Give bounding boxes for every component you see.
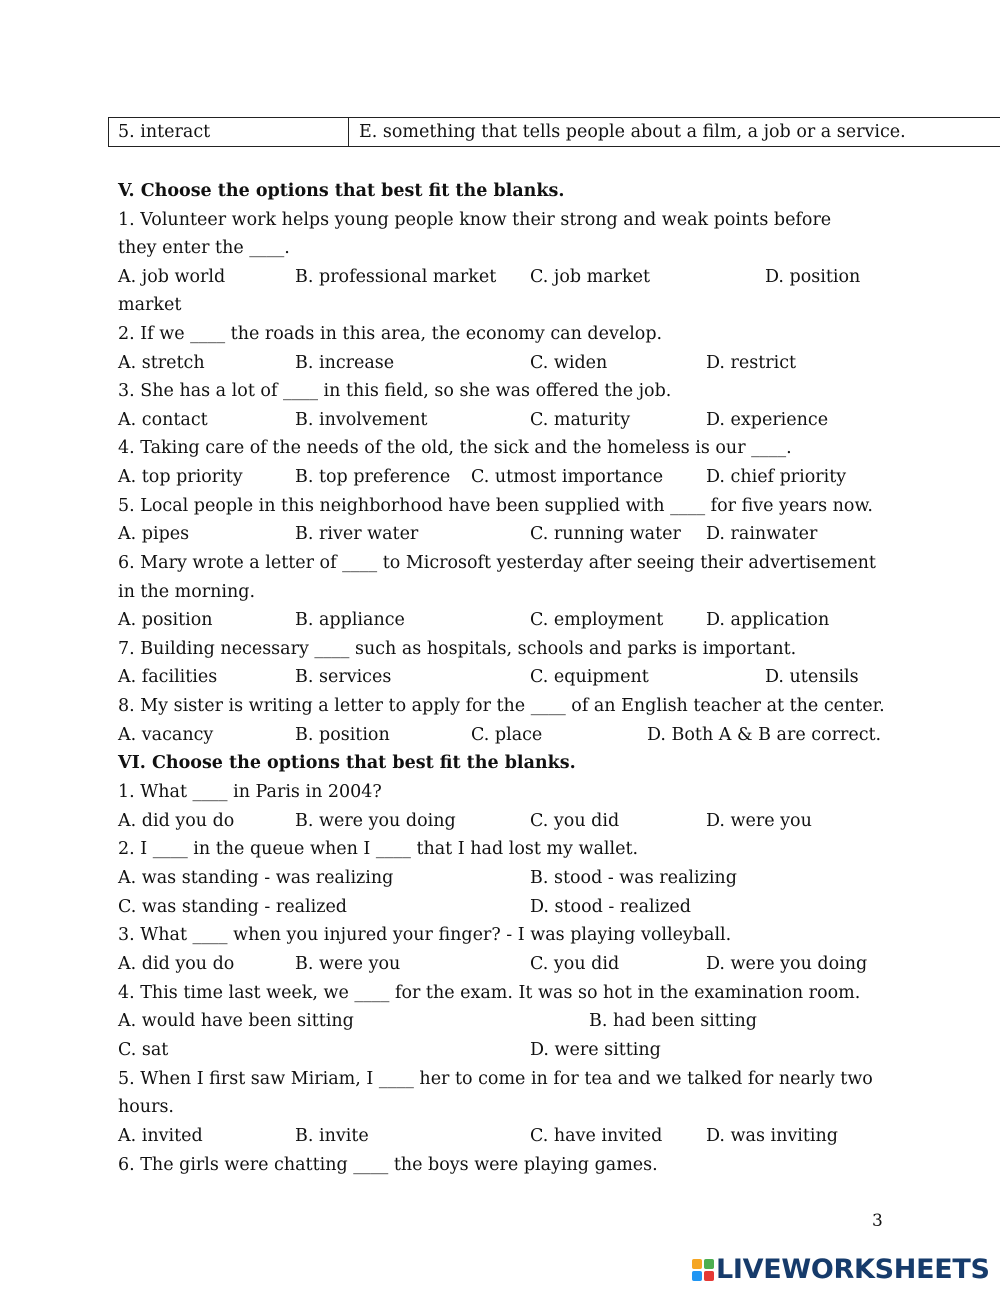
option-a[interactable]: A. pipes (118, 524, 190, 544)
option-a[interactable]: A. invited (118, 1126, 203, 1146)
option-d[interactable]: D. rainwater (706, 524, 818, 544)
option-b[interactable]: B. involvement (295, 410, 428, 430)
option-d[interactable]: D. was inviting (706, 1126, 838, 1146)
option-b[interactable]: B. services (295, 667, 392, 687)
option-c[interactable]: C. have invited (530, 1126, 663, 1146)
option-c[interactable]: C. employment (530, 610, 664, 630)
option-d[interactable]: D. application (706, 610, 830, 630)
option-a[interactable]: A. did you do (118, 811, 235, 831)
table-cell-definition: E. something that tells people about a film, a job or a service. (359, 122, 906, 142)
option-b[interactable]: B. were you doing (295, 811, 456, 831)
option-c[interactable]: C. you did (530, 954, 620, 974)
logo-square-red (704, 1271, 714, 1281)
option-c[interactable]: C. running water (530, 524, 681, 544)
option-a[interactable]: A. did you do (118, 954, 235, 974)
option-c[interactable]: C. maturity (530, 410, 631, 430)
option-b[interactable]: B. top preference (295, 467, 451, 487)
option-d[interactable]: D. chief priority (706, 467, 847, 487)
section-v-heading: V. Choose the options that best fit the blanks. (118, 181, 565, 201)
option-b[interactable]: B. had been sitting (589, 1011, 757, 1031)
option-b[interactable]: B. river water (295, 524, 419, 544)
option-c[interactable]: C. you did (530, 811, 620, 831)
logo-square-blue (692, 1271, 702, 1281)
question-stem: 8. My sister is writing a letter to apply for the ____ of an English teacher at the center. (118, 696, 885, 716)
question-stem: in the morning. (118, 582, 256, 602)
answer-options (0, 349, 1000, 377)
question-stem: 1. Volunteer work helps young people know their strong and weak points before (118, 210, 832, 230)
question-stem: 3. She has a lot of ____ in this field, so she was offered the job. (118, 381, 672, 401)
option-c[interactable]: C. job market (530, 267, 651, 287)
option-d-continuation: market (118, 295, 182, 315)
answer-options (0, 1036, 1000, 1064)
question-stem: 6. Mary wrote a letter of ____ to Microsoft yesterday after seeing their advertisement (118, 553, 876, 573)
logo-text: LIVEWORKSHEETS (716, 1254, 990, 1285)
logo-square-green (704, 1259, 714, 1269)
option-b[interactable]: B. position (295, 725, 390, 745)
answer-options (0, 950, 1000, 978)
option-b[interactable]: B. professional market (295, 267, 497, 287)
table-cell-word: 5. interact (109, 118, 349, 146)
option-b[interactable]: B. appliance (295, 610, 405, 630)
option-c[interactable]: C. sat (118, 1040, 169, 1060)
question-stem: hours. (118, 1097, 174, 1117)
answer-options (0, 606, 1000, 634)
option-a[interactable]: A. top priority (118, 467, 243, 487)
question-stem: 7. Building necessary ____ such as hospitals, schools and parks is important. (118, 639, 797, 659)
logo-mark-icon (692, 1259, 714, 1281)
question-stem: 5. Local people in this neighborhood have been supplied with ____ for five years now. (118, 496, 873, 516)
option-d[interactable]: D. position (765, 267, 861, 287)
question-stem: 3. What ____ when you injured your finger? - I was playing volleyball. (118, 925, 732, 945)
option-d[interactable]: D. utensils (765, 667, 859, 687)
matching-table-row (108, 117, 1000, 147)
option-d[interactable]: D. Both A & B are correct. (647, 725, 882, 745)
question-stem: 1. What ____ in Paris in 2004? (118, 782, 382, 802)
option-a[interactable]: A. would have been sitting (118, 1011, 354, 1031)
option-a[interactable]: A. stretch (118, 353, 205, 373)
option-a[interactable]: A. job world (118, 267, 226, 287)
option-c[interactable]: C. equipment (530, 667, 649, 687)
answer-options (0, 1122, 1000, 1150)
option-c[interactable]: C. place (471, 725, 543, 745)
answer-options (0, 1007, 1000, 1035)
question-stem: 2. I ____ in the queue when I ____ that I had lost my wallet. (118, 839, 639, 859)
answer-options (0, 406, 1000, 434)
option-d[interactable]: D. were you doing (706, 954, 868, 974)
option-b[interactable]: B. invite (295, 1126, 369, 1146)
option-d[interactable]: D. stood - realized (530, 897, 691, 917)
section-vi-heading: VI. Choose the options that best fit the blanks. (118, 753, 576, 773)
option-d[interactable]: D. were you (706, 811, 812, 831)
option-a[interactable]: A. vacancy (118, 725, 214, 745)
question-stem: 2. If we ____ the roads in this area, the economy can develop. (118, 324, 663, 344)
answer-options (0, 807, 1000, 835)
question-stem: 6. The girls were chatting ____ the boys were playing games. (118, 1155, 658, 1175)
option-a[interactable]: A. position (118, 610, 213, 630)
answer-options (0, 263, 1000, 291)
logo-square-orange (692, 1259, 702, 1269)
option-d[interactable]: D. experience (706, 410, 829, 430)
option-b[interactable]: B. stood - was realizing (530, 868, 737, 888)
answer-options (0, 520, 1000, 548)
option-d[interactable]: D. restrict (706, 353, 797, 373)
answer-options (0, 463, 1000, 491)
question-stem: 4. This time last week, we ____ for the exam. It was so hot in the examination room. (118, 983, 861, 1003)
answer-options (0, 893, 1000, 921)
answer-options (0, 663, 1000, 691)
option-a[interactable]: A. was standing - was realizing (118, 868, 394, 888)
option-a[interactable]: A. contact (118, 410, 208, 430)
question-stem: 5. When I first saw Miriam, I ____ her to come in for tea and we talked for nearly two (118, 1069, 873, 1089)
option-b[interactable]: B. were you (295, 954, 401, 974)
option-b[interactable]: B. increase (295, 353, 395, 373)
question-stem: 4. Taking care of the needs of the old, the sick and the homeless is our ____. (118, 438, 792, 458)
option-c[interactable]: C. was standing - realized (118, 897, 348, 917)
option-c[interactable]: C. widen (530, 353, 608, 373)
liveworksheets-logo[interactable] (692, 1254, 990, 1286)
answer-options (0, 721, 1000, 749)
option-d[interactable]: D. were sitting (530, 1040, 661, 1060)
option-c[interactable]: C. utmost importance (471, 467, 664, 487)
page-number: 3 (872, 1211, 883, 1231)
answer-options (0, 864, 1000, 892)
option-a[interactable]: A. facilities (118, 667, 218, 687)
question-stem: they enter the ____. (118, 238, 290, 258)
